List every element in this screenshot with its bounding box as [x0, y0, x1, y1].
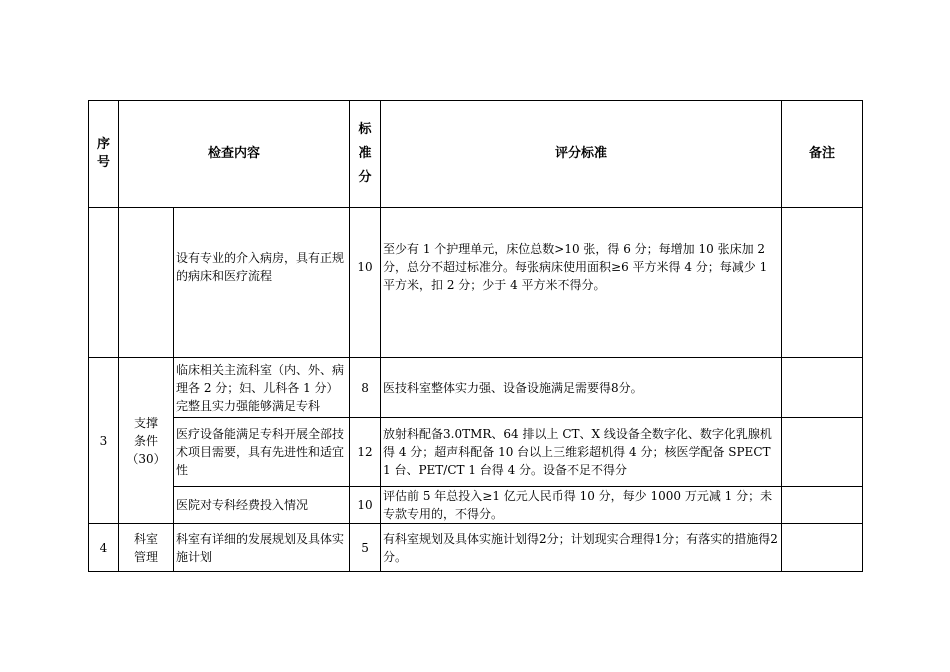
content-cell: 临床相关主流科室（内、外、病理各 2 分；妇、儿科各 1 分）完整且实力强能够满足专科 [174, 358, 350, 418]
score-cell: 5 [350, 524, 381, 572]
header-content: 检查内容 [119, 101, 350, 208]
notes-cell [782, 524, 863, 572]
seq-cell: 4 [89, 524, 119, 572]
criteria-cell: 有科室规划及具体实施计划得2分；计划现实合理得1分；有落实的措施得2分。 [381, 524, 782, 572]
category-cell [119, 208, 174, 358]
header-notes: 备注 [782, 101, 863, 208]
category-name: 支撑条件 [133, 415, 158, 448]
table-row [89, 208, 863, 358]
header-score-char-3: 分 [358, 170, 372, 185]
criteria-cell: 医技科室整体实力强、设备设施满足需要得8分。 [381, 358, 782, 418]
criteria-cell [381, 208, 782, 358]
content-cell: 医院对专科经费投入情况 [174, 487, 350, 524]
category-cell [119, 524, 174, 572]
seq-cell [89, 208, 119, 358]
table-row [89, 524, 863, 572]
evaluation-table [88, 100, 863, 572]
table-row [89, 487, 863, 524]
content-cell: 医疗设备能满足专科开展全部技术项目需要，具有先进性和适宜性 [174, 418, 350, 487]
score-cell: 10 [350, 487, 381, 524]
score-text: 10 [357, 259, 373, 274]
content-text: 设有专业的介入病房，具有正规的病床和医疗流程 [176, 250, 345, 283]
score-cell: 8 [350, 358, 381, 418]
header-row [89, 101, 863, 208]
notes-cell [782, 418, 863, 487]
category-name: 科室管理 [133, 531, 158, 564]
header-score [350, 101, 381, 208]
notes-cell [782, 208, 863, 358]
header-seq: 序号 [89, 101, 119, 208]
content-cell: 科室有详细的发展规划及具体实施计划 [174, 524, 350, 572]
score-cell: 12 [350, 418, 381, 487]
notes-cell [782, 358, 863, 418]
header-score-char-2: 准 [358, 146, 372, 161]
score-cell [350, 208, 381, 358]
category-cell [119, 358, 174, 524]
criteria-cell: 放射科配备3.0TMR、64 排以上 CT、X 线设备全数字化、数字化乳腺机得 4 分；超声科配备 10 台以上三维彩超机得 4 分；核医学配备 SPECT 1 台、PET/CT 1 台得 4 分。设备不足不得分 [381, 418, 782, 487]
header-criteria: 评分标准 [381, 101, 782, 208]
content-cell [174, 208, 350, 358]
criteria-cell: 评估前 5 年总投入≥1 亿元人民币得 10 分，每少 1000 万元减 1 分；未专款专用的，不得分。 [381, 487, 782, 524]
evaluation-table-sheet [88, 100, 862, 572]
notes-cell [782, 487, 863, 524]
category-score: （30） [126, 451, 166, 466]
criteria-text: 至少有 1 个护理单元，床位总数>10 张，得 6 分；每增加 10 张床加 2 分，总分不超过标准分。每张病床使用面积≥6 平方米得 4 分；每减少 1 平方米，扣 2 分；少于 4 平方米不得分。 [383, 241, 768, 292]
table-row [89, 418, 863, 487]
table-row [89, 358, 863, 418]
seq-cell: 3 [89, 358, 119, 524]
header-score-char-1: 标 [358, 122, 372, 137]
